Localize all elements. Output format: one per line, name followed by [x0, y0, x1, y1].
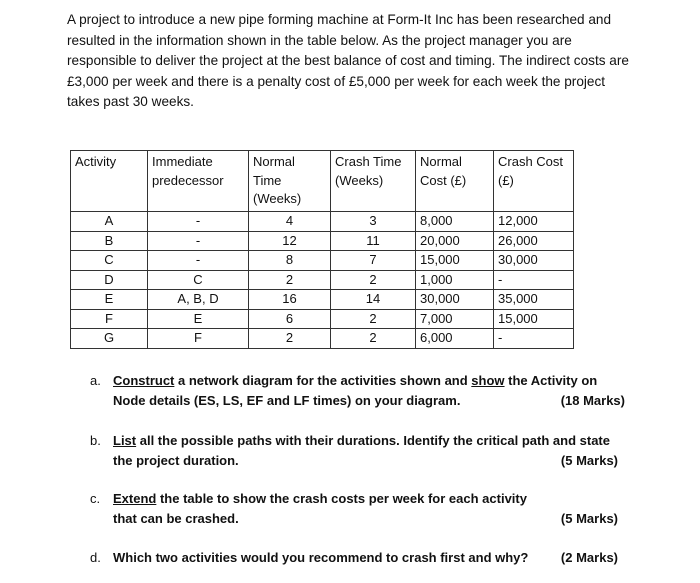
- question-marks: (2 Marks): [560, 550, 618, 565]
- cell-crash-time: 2: [331, 270, 416, 290]
- activity-table: [70, 150, 574, 349]
- intro-paragraph: A project to introduce a new pipe forming machine at Form-It Inc has been researched and resulted in the information shown in the table below. As the project manager you are responsible to deliver the project at the best balance of cost and timing. The indirect costs are £3,000 per week and there is a penalty cost of £5,000 per week for each week the project takes past 30 weeks.: [67, 12, 629, 110]
- cell-crash-time: 3: [331, 212, 416, 232]
- question-verb: show: [471, 373, 505, 388]
- cell-predecessor: F: [148, 329, 249, 349]
- question-marks: (18 Marks): [560, 393, 625, 408]
- cell-activity: A: [71, 212, 148, 232]
- header-crash-cost: Crash Cost (£): [494, 151, 574, 212]
- cell-crash-cost: 30,000: [494, 251, 574, 271]
- cell-predecessor: A, B, D: [148, 290, 249, 310]
- question-b: [90, 431, 618, 471]
- question-label: b.: [90, 433, 101, 448]
- question-marks: (5 Marks): [560, 453, 618, 468]
- cell-normal-time: 4: [249, 212, 331, 232]
- cell-predecessor: -: [148, 231, 249, 251]
- question-label: c.: [90, 491, 101, 506]
- header-normal-cost: Normal Cost (£): [416, 151, 494, 212]
- cell-crash-time: 2: [331, 329, 416, 349]
- cell-normal-cost: 6,000: [416, 329, 494, 349]
- cell-activity: C: [71, 251, 148, 271]
- header-predecessor: Immediate predecessor: [148, 151, 249, 212]
- question-text: the Activity on Node details (ES, LS, EF and LF times) on your diagram.: [113, 373, 598, 408]
- cell-normal-cost: 1,000: [416, 270, 494, 290]
- header-activity: Activity: [71, 151, 148, 212]
- question-verb: Extend: [113, 491, 157, 506]
- table-row: [71, 290, 574, 310]
- cell-normal-cost: 20,000: [416, 231, 494, 251]
- cell-normal-time: 12: [249, 231, 331, 251]
- table-row: [71, 251, 574, 271]
- cell-crash-time: 2: [331, 309, 416, 329]
- question-verb: List: [113, 433, 137, 448]
- cell-crash-cost: 12,000: [494, 212, 574, 232]
- cell-activity: D: [71, 270, 148, 290]
- cell-activity: G: [71, 329, 148, 349]
- cell-normal-time: 8: [249, 251, 331, 271]
- cell-normal-cost: 8,000: [416, 212, 494, 232]
- question-text: a network diagram for the activities shown and: [174, 373, 472, 388]
- question-text: all the possible paths with their durations. Identify the critical path and state the project duration.: [113, 433, 610, 468]
- table-row: [71, 231, 574, 251]
- table-row: [71, 309, 574, 329]
- cell-crash-cost: -: [494, 329, 574, 349]
- question-a: [90, 371, 625, 411]
- cell-normal-time: 2: [249, 329, 331, 349]
- question-label: a.: [90, 373, 101, 388]
- question-marks: (5 Marks): [560, 511, 618, 526]
- cell-activity: E: [71, 290, 148, 310]
- cell-crash-cost: 35,000: [494, 290, 574, 310]
- cell-predecessor: C: [148, 270, 249, 290]
- cell-crash-time: 14: [331, 290, 416, 310]
- question-d: [90, 548, 618, 568]
- question-c: [90, 489, 618, 529]
- table-row: [71, 329, 574, 349]
- question-text: Which two activities would you recommend to crash first and why?: [113, 550, 529, 565]
- cell-normal-time: 2: [249, 270, 331, 290]
- cell-activity: F: [71, 309, 148, 329]
- cell-predecessor: E: [148, 309, 249, 329]
- header-crash-time: Crash Time (Weeks): [331, 151, 416, 212]
- question-label: d.: [90, 550, 101, 565]
- cell-normal-cost: 15,000: [416, 251, 494, 271]
- table-row: [71, 270, 574, 290]
- cell-predecessor: -: [148, 212, 249, 232]
- cell-normal-time: 6: [249, 309, 331, 329]
- header-normal-time: Normal Time (Weeks): [249, 151, 331, 212]
- cell-normal-cost: 30,000: [416, 290, 494, 310]
- question-verb: Construct: [113, 373, 175, 388]
- table-row: [71, 212, 574, 232]
- cell-normal-cost: 7,000: [416, 309, 494, 329]
- cell-crash-cost: 26,000: [494, 231, 574, 251]
- cell-normal-time: 16: [249, 290, 331, 310]
- question-text: the table to show the crash costs per week for each activity that can be crashed.: [113, 491, 527, 526]
- cell-predecessor: -: [148, 251, 249, 271]
- cell-crash-cost: -: [494, 270, 574, 290]
- cell-activity: B: [71, 231, 148, 251]
- table-header-row: [71, 151, 574, 212]
- cell-crash-cost: 15,000: [494, 309, 574, 329]
- cell-crash-time: 11: [331, 231, 416, 251]
- cell-crash-time: 7: [331, 251, 416, 271]
